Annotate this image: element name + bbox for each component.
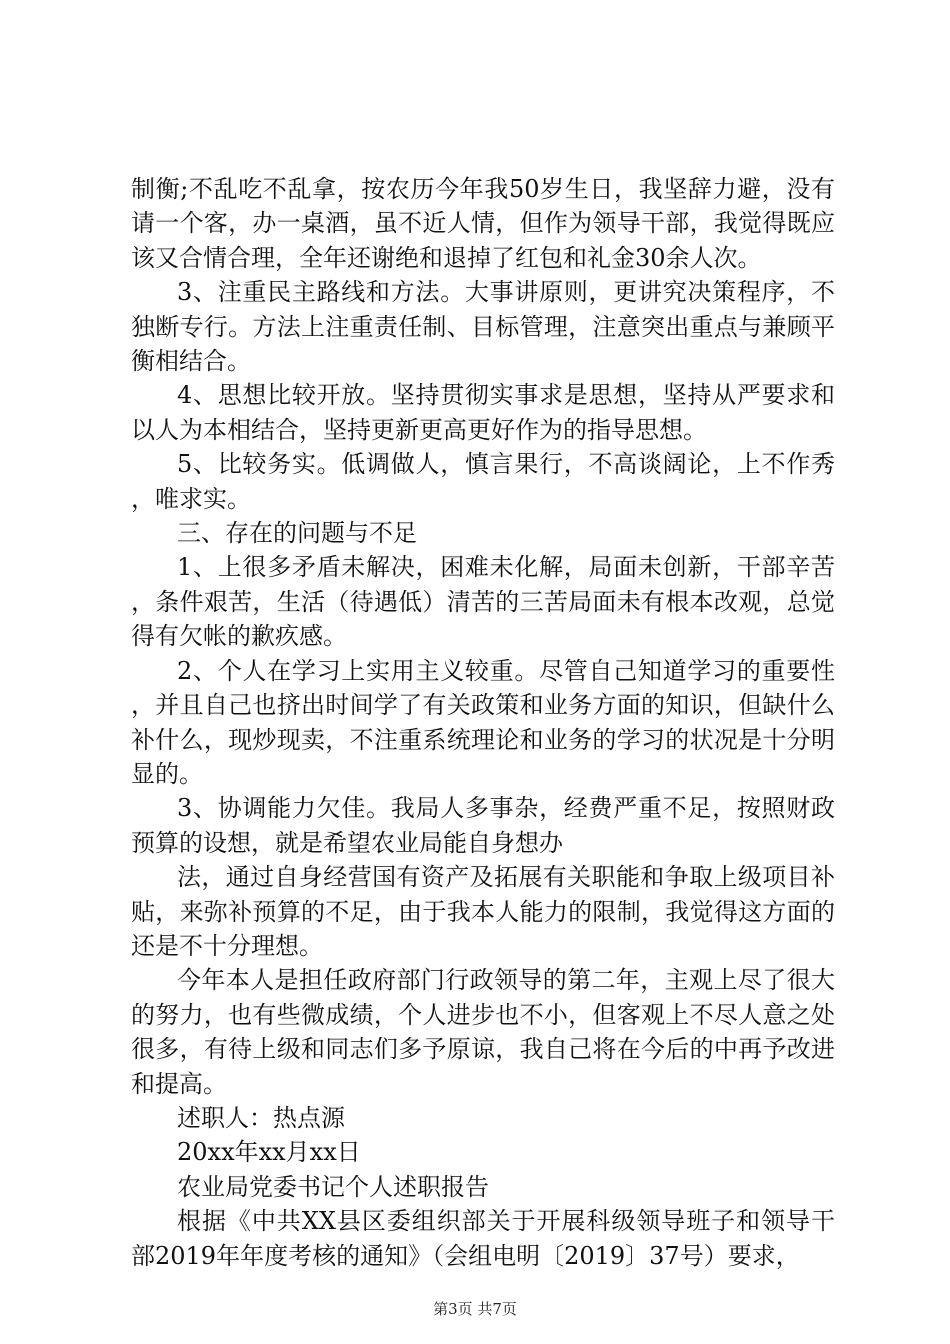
report-title: 农业局党委书记个人述职报告 xyxy=(177,1172,489,1201)
date-line: 20xx年xx月xx日 xyxy=(177,1138,361,1167)
signature-line: 述职人：热点源 xyxy=(177,1103,345,1132)
paragraph-problem-3: 3、协调能力欠佳。我局人多事杂，经费严重不足，按照财政预算的设想，就是希望农业局能自身想办 xyxy=(131,794,835,857)
paragraph-item-3: 3、注重民主路线和方法。大事讲原则，更讲究决策程序，不独断专行。方法上注重责任制、目标管理，注意突出重点与兼顾平衡相结合。 xyxy=(131,278,835,376)
paragraph-intro: 根据《中共XX县区委组织部关于开展科级领导班子和领导干部2019年年度考核的通知》（会组电明〔2019〕37号）要求， xyxy=(131,1207,835,1270)
document-body xyxy=(131,172,835,1273)
paragraph-item-4: 4、思想比较开放。坚持贯彻实事求是思想，坚持从严要求和以人为本相结合，坚持更新更高更好作为的指导思想。 xyxy=(131,381,835,444)
page-number-footer: 第3页 共7页 xyxy=(433,1300,517,1318)
section-heading: 三、存在的问题与不足 xyxy=(177,519,417,548)
paragraph-summary: 今年本人是担任政府部门行政领导的第二年，主观上尽了很大的努力，也有些微成绩，个人进步也不小，但客观上不尽人意之处很多，有待上级和同志们多予原谅，我自己将在今后的中再予改进和提高。 xyxy=(131,966,835,1098)
paragraph-problem-3-continued: 法，通过自身经营国有资产及拓展有关职能和争取上级项目补贴，来弥补预算的不足，由于我本人能力的限制，我觉得这方面的还是不十分理想。 xyxy=(131,863,835,960)
paragraph-item-5: 5、比较务实。低调做人，慎言果行，不高谈阔论，上不作秀，唯求实。 xyxy=(131,450,835,513)
paragraph-problem-1: 1、上很多矛盾未解决，困难未化解，局面未创新，干部辛苦，条件艰苦，生活（待遇低）清苦的三苦局面未有根本改观，总觉得有欠帐的歉疚感。 xyxy=(131,553,835,651)
paragraph-problem-2: 2、个人在学习上实用主义较重。尽管自己知道学习的重要性，并且自己也挤出时间学了有关政策和业务方面的知识，但缺什么补什么，现炒现卖，不注重系统理论和业务的学习的状况是十分明显的。 xyxy=(131,656,835,788)
paragraph-continuation: 制衡;不乱吃不乱拿，按农历今年我50岁生日，我坚辞力避，没有请一个客，办一桌酒，虽不近人情，但作为领导干部，我觉得既应该又合情合理，全年还谢绝和退掉了红包和礼金30余人次。 xyxy=(131,175,835,272)
